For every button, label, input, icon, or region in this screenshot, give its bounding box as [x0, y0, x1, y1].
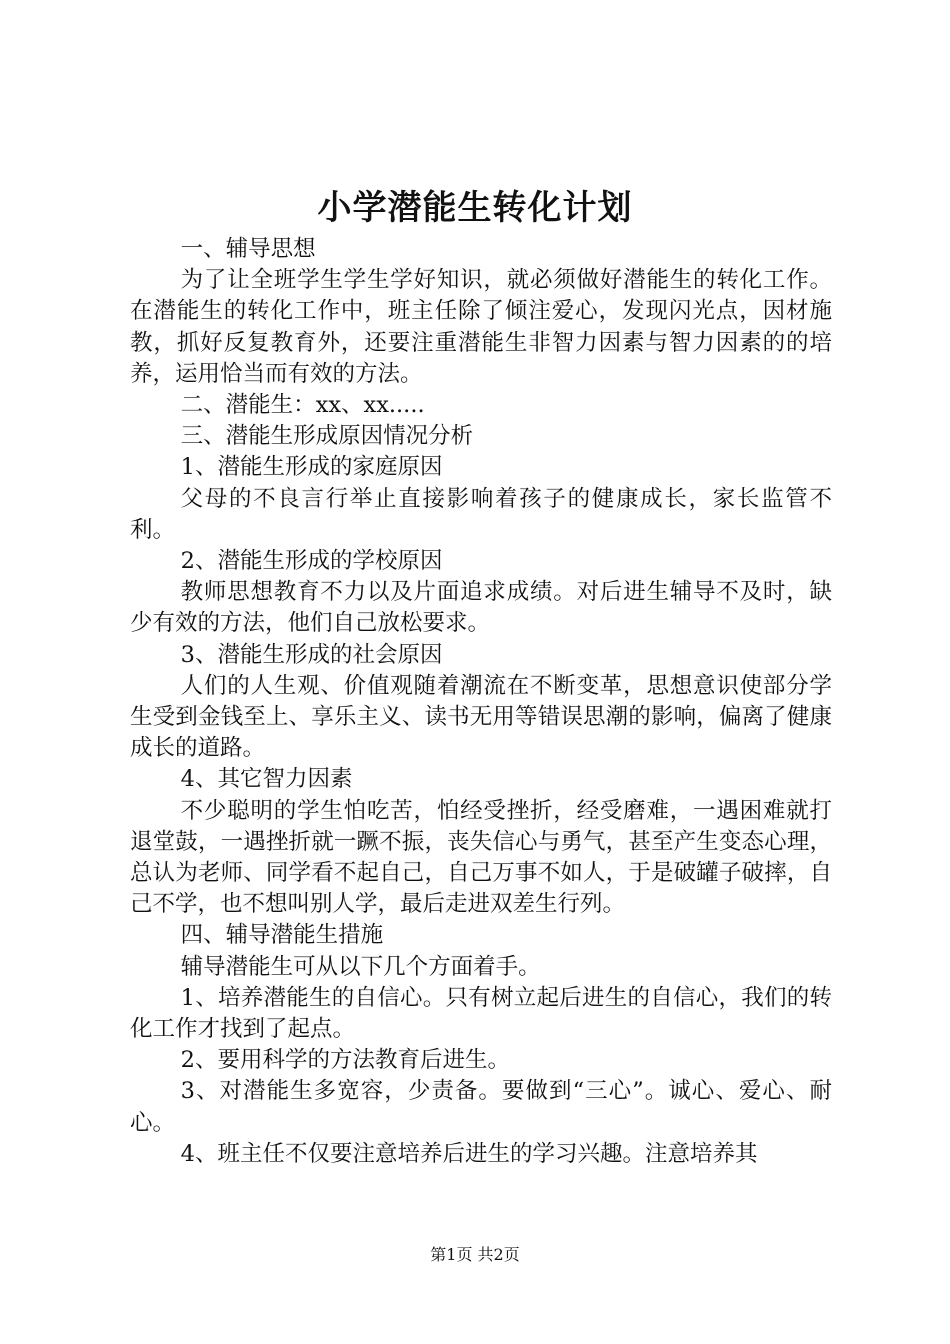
paragraph-family-cause: 父母的不良言行举止直接影响着孩子的健康成长，家长监管不利。 [130, 485, 832, 543]
document-title: 小学潜能生转化计划 [317, 188, 633, 228]
document-body [130, 234, 832, 1170]
page-number-footer: 第1页 共2页 [430, 1245, 520, 1264]
subheading-family-cause: 1、潜能生形成的家庭原因 [180, 454, 443, 481]
subheading-school-cause: 2、潜能生形成的学校原因 [180, 548, 443, 575]
subheading-social-cause: 3、潜能生形成的社会原因 [180, 641, 443, 668]
paragraph-social-cause: 人们的人生观、价值观随着潮流在不断变革，思想意识使部分学生受到金钱至上、享乐主义、读书无用等错误思潮的影响，偏离了健康成长的道路。 [130, 672, 832, 762]
subheading-other-factors: 4、其它智力因素 [180, 766, 353, 793]
paragraph-guidance-idea: 为了让全班学生学生学好知识，就必须做好潜能生的转化工作。在潜能生的转化工作中，班主任除了倾注爱心，发现闪光点，因材施教，抓好反复教育外，还要注重潜能生非智力因素与智力因素的的培养，运用恰当而有效的方法。 [130, 267, 832, 387]
paragraph-measures-intro: 辅导潜能生可从以下几个方面着手。 [180, 953, 541, 980]
section-heading-students: 二、潜能生：xx、xx..... [180, 392, 425, 419]
paragraph-other-factors: 不少聪明的学生怕吃苦，怕经受挫折，经受磨难，一遇困难就打退堂鼓，一遇挫折就一蹶不振，丧失信心与勇气，甚至产生变态心理，总认为老师、同学看不起自己，自己万事不如人，于是破罐子破摔，自己不学，也不想叫别人学，最后走进双差生行列。 [130, 797, 832, 918]
measure-item-1: 1、培养潜能生的自信心。只有树立起后进生的自信心，我们的转化工作才找到了起点。 [130, 984, 832, 1043]
section-heading-guidance-idea: 一、辅导思想 [180, 236, 316, 262]
section-heading-measures: 四、辅导潜能生措施 [180, 922, 384, 949]
measure-item-4: 4、班主任不仅要注意培养后进生的学习兴趣。注意培养其 [180, 1140, 758, 1167]
measure-item-2: 2、要用科学的方法教育后进生。 [180, 1047, 510, 1074]
measure-item-3: 3、对潜能生多宽容，少责备。要做到“三心”。诚心、爱心、耐心。 [130, 1078, 832, 1136]
paragraph-school-cause: 教师思想教育不力以及片面追求成绩。对后进生辅导不及时，缺少有效的方法，他们自己放松要求。 [130, 579, 832, 637]
section-heading-cause-analysis: 三、潜能生形成原因情况分析 [180, 423, 474, 450]
